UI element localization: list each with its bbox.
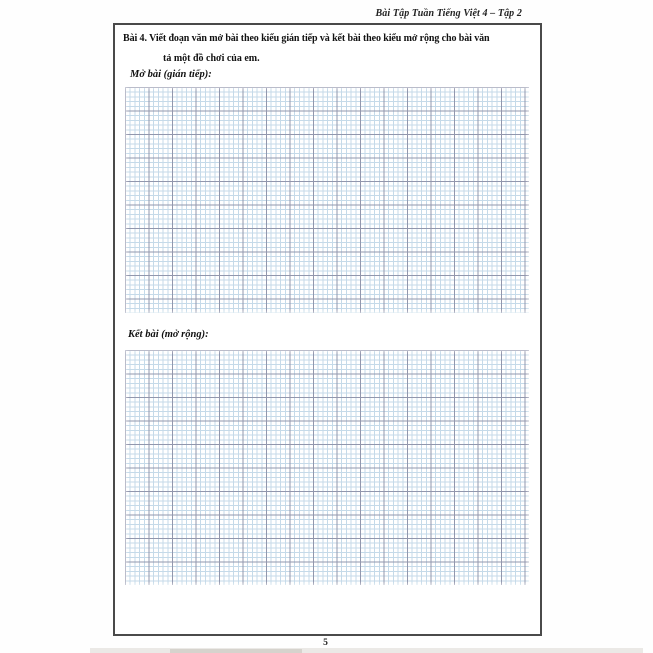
section-label-ket-bai: Kết bài (mở rộng): [128,329,209,340]
page-number: 5 [323,638,328,648]
page-header-title: Bài Tập Tuần Tiếng Việt 4 – Tập 2 [375,8,522,19]
photo-edge-strip-dark [170,649,302,653]
writing-grid-ket-bai [125,350,529,585]
writing-grid-mo-bai [125,87,529,313]
exercise-instruction-line2: tả một đồ chơi của em. [163,53,260,64]
section-label-mo-bai: Mở bài (gián tiếp): [130,69,212,80]
exercise-instruction-line1: Bài 4. Viết đoạn văn mở bài theo kiểu gián tiếp và kết bài theo kiểu mở rộng cho bài văn [123,33,490,44]
